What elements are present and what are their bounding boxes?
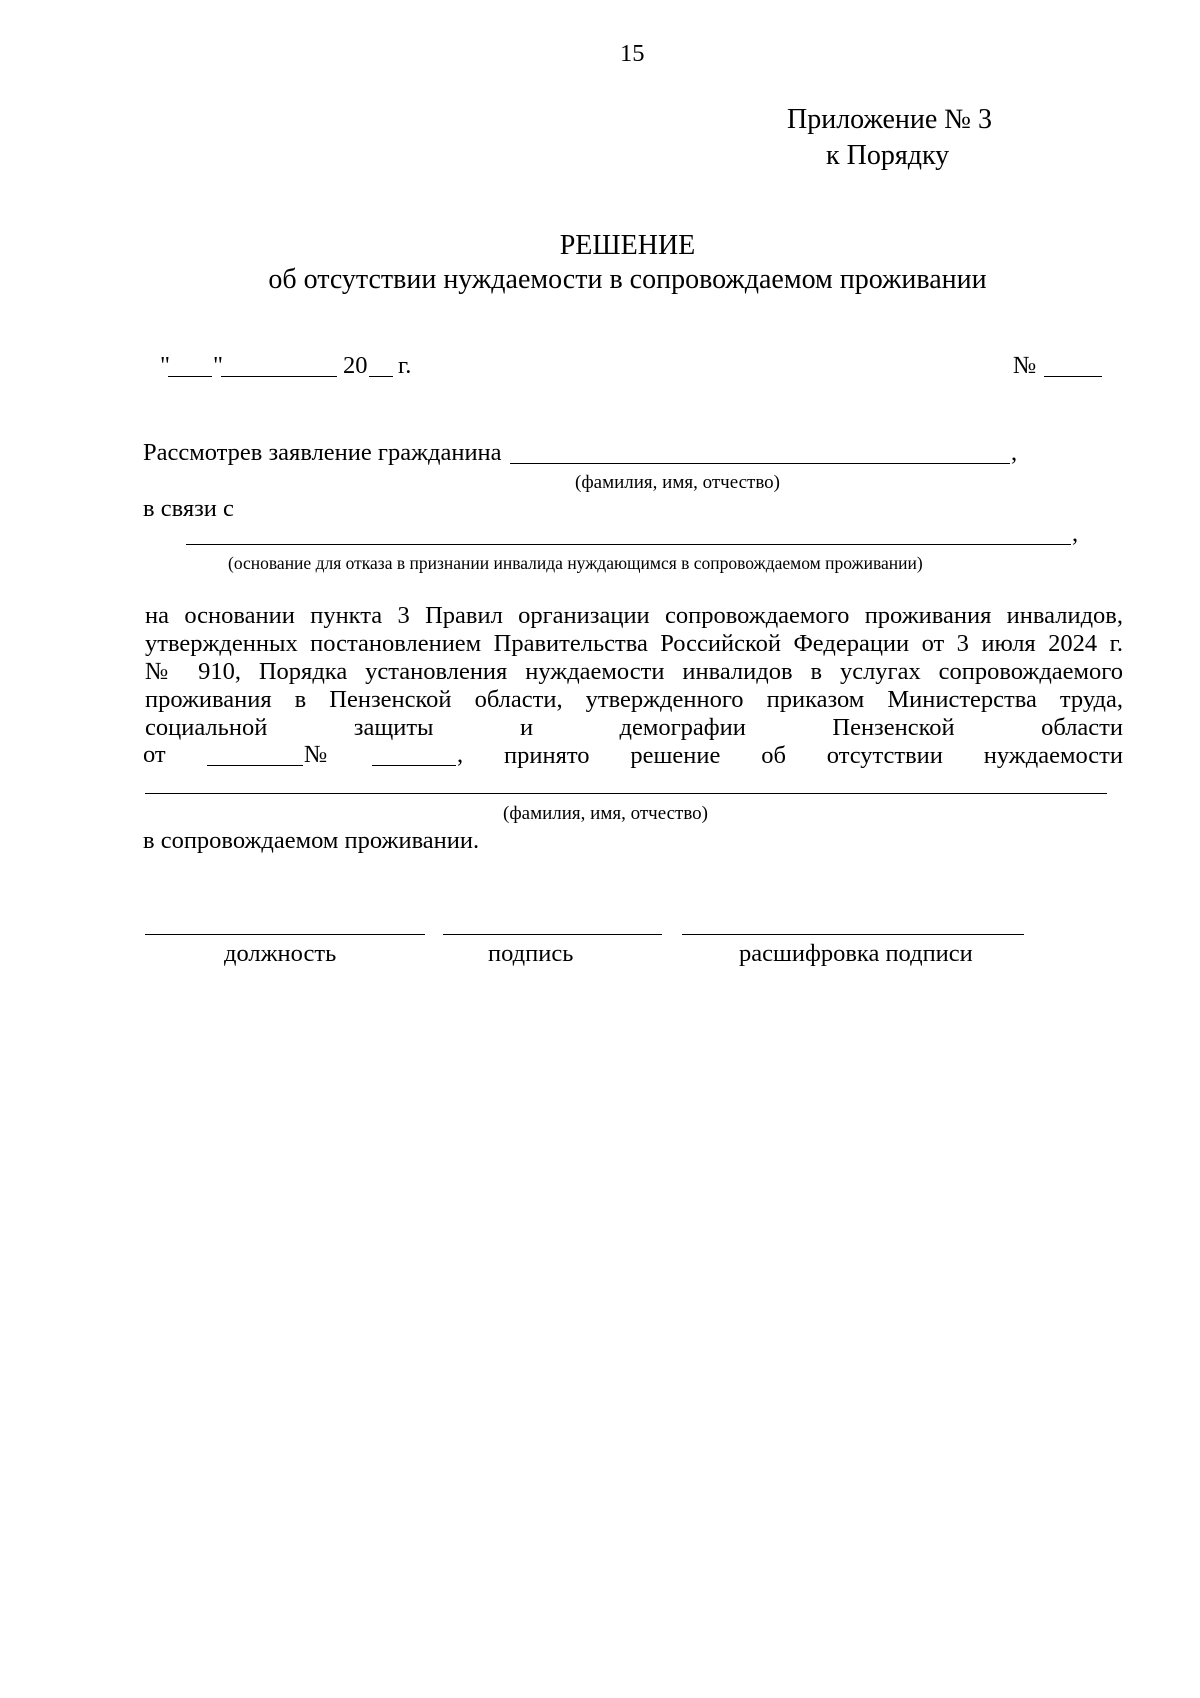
body-closing: в сопровождаемом проживании. [143,827,480,854]
decision-fio-blank [145,793,1107,794]
body-line-2: утвержденных постановлением Правительства Российской Федерации от 3 июля 2024 г. [145,630,1123,657]
document-title: РЕШЕНИЕ [559,230,696,261]
decision-words: принято решение об отсутствии нуждаемости [504,742,1123,769]
day-blank [168,376,212,377]
citizen-name-caption: (фамилия, имя, отчество) [575,472,781,493]
year-prefix: 20 [343,352,368,379]
decode-caption: расшифровка подписи [739,940,973,967]
sign-blank [443,934,662,935]
order-comma: , [457,741,464,768]
year-blank [369,376,393,377]
document-subtitle: об отсутствии нуждаемости в сопровождаемом проживании [268,264,987,295]
position-blank [145,934,425,935]
body-line-1: на основании пункта 3 Правил организации сопровождаемого проживания инвалидов, [145,602,1123,629]
month-blank [221,376,337,377]
sign-caption: подпись [488,940,574,967]
order-number-blank [372,765,456,766]
body-line-5: социальной защиты и демографии Пензенской области [145,714,1123,741]
considered-label: Рассмотрев заявление гражданина [143,439,502,466]
page-number: 15 [620,40,645,67]
doc-number-blank [1044,376,1102,377]
order-from-word: от [143,741,166,768]
body-line-3: № 910, Порядка установления нуждаемости инвалидов в услугах сопровождаемого [145,658,1123,685]
decode-blank [682,934,1024,935]
body-line-4: проживания в Пензенской области, утвержденного приказом Министерства труда, [145,686,1123,713]
doc-number-sign: № [1013,352,1037,379]
date-quote-open: " [160,352,171,379]
position-caption: должность [224,940,337,967]
appendix-line-1: Приложение № 3 [787,104,992,135]
reason-label: в связи с [143,495,234,522]
year-suffix: г. [398,352,412,379]
reason-caption: (основание для отказа в признании инвалида нуждающимся в сопровождаемом проживании) [228,553,923,573]
reason-blank [186,544,1071,545]
appendix-line-2: к Порядку [826,140,950,171]
order-date-blank [207,765,303,766]
citizen-name-blank [510,463,1010,464]
date-quote-close: " [213,352,224,379]
order-number-sign: № [304,741,328,768]
considered-comma: , [1011,439,1018,466]
reason-comma: , [1072,520,1079,547]
decision-fio-caption: (фамилия, имя, отчество) [503,803,709,824]
